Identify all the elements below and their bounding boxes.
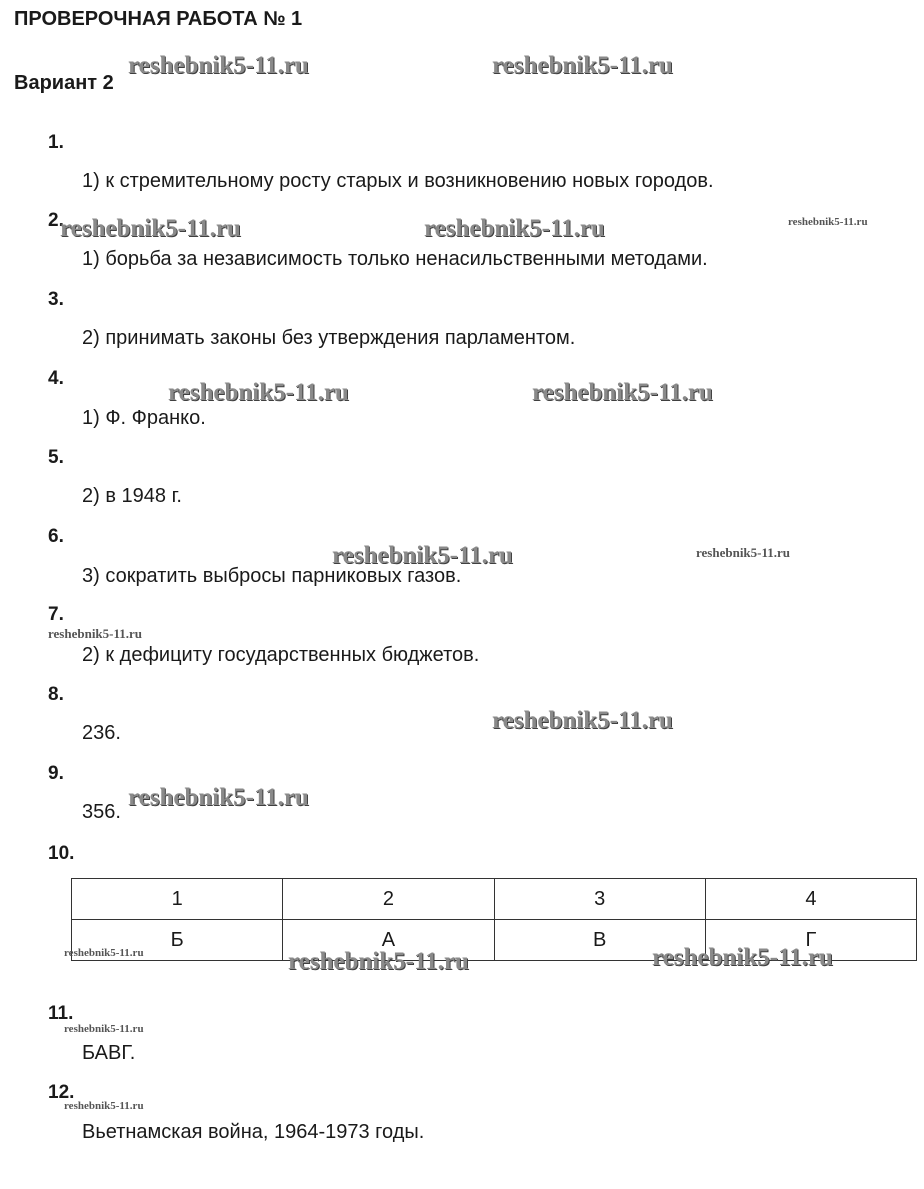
watermark: reshebnik5-11.ru bbox=[696, 545, 791, 560]
question-number: 5. bbox=[48, 447, 64, 468]
watermark: reshebnik5-11.ru bbox=[168, 379, 349, 406]
table-header-cell: 4 bbox=[705, 879, 916, 920]
table-header-cell: 2 bbox=[283, 879, 494, 920]
table-cell: В bbox=[494, 920, 705, 961]
question-number: 10. bbox=[48, 843, 75, 864]
question-number: 12. bbox=[48, 1082, 75, 1103]
question-number: 7. bbox=[48, 604, 64, 625]
question-answer: 3) сократить выбросы парниковых газов. bbox=[82, 565, 462, 587]
watermark: reshebnik5-11.ru bbox=[532, 379, 713, 406]
variant-label: Вариант 2 bbox=[14, 72, 114, 94]
watermark: reshebnik5-11.ru bbox=[788, 216, 868, 228]
watermark: reshebnik5-11.ru bbox=[48, 626, 143, 641]
table-row bbox=[72, 879, 917, 920]
question-answer: 2) к дефициту государственных бюджетов. bbox=[82, 644, 480, 666]
watermark: reshebnik5-11.ru bbox=[60, 215, 241, 242]
watermark: reshebnik5-11.ru bbox=[332, 542, 513, 569]
table-header-cell: 3 bbox=[494, 879, 705, 920]
question-number: 9. bbox=[48, 763, 64, 784]
table-cell: Г bbox=[705, 920, 916, 961]
table-cell: А bbox=[283, 920, 494, 961]
question-answer: 1) Ф. Франко. bbox=[82, 407, 206, 429]
question-number: 1. bbox=[48, 132, 64, 153]
watermark: reshebnik5-11.ru bbox=[64, 1023, 144, 1035]
question-number: 2. bbox=[48, 210, 64, 231]
watermark: reshebnik5-11.ru bbox=[128, 784, 309, 811]
question-answer: 2) принимать законы без утверждения парламентом. bbox=[82, 327, 576, 349]
table-header-cell: 1 bbox=[72, 879, 283, 920]
watermark: reshebnik5-11.ru bbox=[128, 52, 309, 79]
page-title: ПРОВЕРОЧНАЯ РАБОТА № 1 bbox=[14, 8, 303, 30]
watermark: reshebnik5-11.ru bbox=[652, 944, 833, 971]
question-number: 8. bbox=[48, 684, 64, 705]
question-answer: 356. bbox=[82, 801, 121, 823]
question-answer: 1) к стремительному росту старых и возникновению новых городов. bbox=[82, 170, 714, 192]
question-number: 6. bbox=[48, 526, 64, 547]
watermark: reshebnik5-11.ru bbox=[288, 948, 469, 975]
table-cell: Б bbox=[72, 920, 283, 961]
watermark: reshebnik5-11.ru bbox=[424, 215, 605, 242]
watermark: reshebnik5-11.ru bbox=[492, 52, 673, 79]
question-answer: 2) в 1948 г. bbox=[82, 485, 182, 507]
watermark: reshebnik5-11.ru bbox=[492, 707, 673, 734]
watermark: reshebnik5-11.ru bbox=[64, 947, 144, 959]
question-number: 4. bbox=[48, 368, 64, 389]
question-answer: БАВГ. bbox=[82, 1042, 136, 1064]
question-answer: Вьетнамская война, 1964-1973 годы. bbox=[82, 1121, 425, 1143]
question-number: 11. bbox=[48, 1003, 74, 1024]
question-answer: 236. bbox=[82, 722, 121, 744]
watermark: reshebnik5-11.ru bbox=[64, 1100, 144, 1112]
question-answer: 1) борьба за независимость только ненасильственными методами. bbox=[82, 248, 708, 270]
question-number: 3. bbox=[48, 289, 64, 310]
